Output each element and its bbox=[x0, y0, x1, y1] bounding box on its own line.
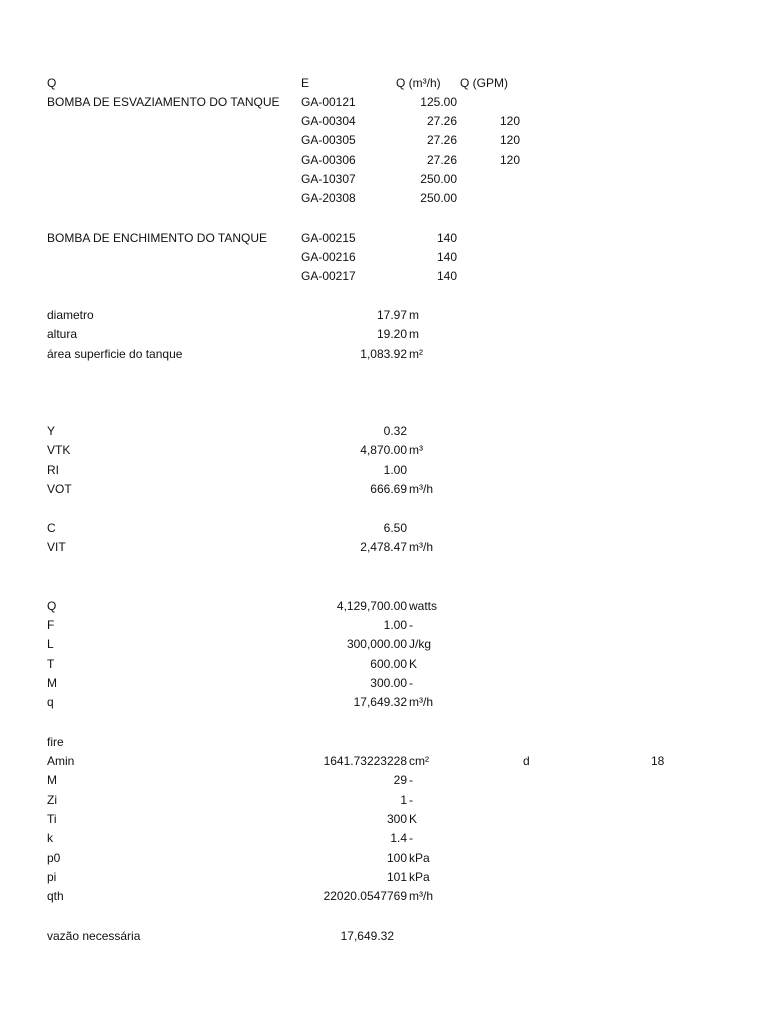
table-row bbox=[0, 441, 768, 460]
param-value[interactable]: 300.00 bbox=[370, 676, 407, 690]
table-row bbox=[0, 461, 768, 480]
required-flow-label[interactable]: vazão necessária bbox=[47, 929, 141, 943]
param-value[interactable]: 100 bbox=[386, 851, 407, 865]
param-value[interactable]: 300 bbox=[386, 812, 407, 826]
param-label[interactable]: F bbox=[47, 618, 55, 632]
pump-flow-m3h[interactable]: 27.26 bbox=[426, 133, 457, 147]
pump-tag[interactable]: GA-00305 bbox=[301, 133, 356, 147]
pump-tag[interactable]: GA-10307 bbox=[301, 172, 356, 186]
param-unit[interactable]: - bbox=[409, 618, 413, 632]
param-value[interactable]: 0.32 bbox=[383, 424, 407, 438]
table-row bbox=[0, 306, 768, 325]
param-value[interactable]: 19.20 bbox=[376, 327, 407, 341]
param-unit[interactable]: J/kg bbox=[409, 637, 432, 651]
table-row bbox=[0, 189, 768, 208]
param-unit[interactable]: m bbox=[409, 308, 419, 322]
param-label[interactable]: qth bbox=[47, 889, 64, 903]
header-q-m3h[interactable]: Q (m³/h) bbox=[396, 76, 441, 90]
param-label[interactable]: altura bbox=[47, 327, 78, 341]
param-unit[interactable]: watts bbox=[409, 599, 438, 613]
required-flow-value[interactable]: 17,649.32 bbox=[340, 929, 394, 943]
table-row bbox=[0, 693, 768, 712]
param-label[interactable]: C bbox=[47, 521, 56, 535]
param-label[interactable]: Y bbox=[47, 424, 56, 438]
pump-tag[interactable]: GA-00216 bbox=[301, 250, 356, 264]
param-label[interactable]: VTK bbox=[47, 443, 71, 457]
pump-tag[interactable]: GA-00217 bbox=[301, 269, 356, 283]
param-label[interactable]: T bbox=[47, 657, 55, 671]
param-unit[interactable]: m³/h bbox=[409, 889, 433, 903]
param-value[interactable]: 1,083.92 bbox=[360, 347, 407, 361]
param-value[interactable]: 300,000.00 bbox=[346, 637, 407, 651]
param-unit[interactable]: m bbox=[409, 327, 419, 341]
param-label[interactable]: diametro bbox=[47, 308, 94, 322]
param-label[interactable]: q bbox=[47, 695, 54, 709]
param-label[interactable]: Zi bbox=[47, 793, 57, 807]
header-row bbox=[0, 74, 768, 93]
param-label[interactable]: Amin bbox=[47, 754, 75, 768]
table-row bbox=[0, 733, 768, 752]
param-unit[interactable]: m³/h bbox=[409, 540, 433, 554]
table-row bbox=[0, 422, 768, 441]
pump-tag[interactable]: GA-00304 bbox=[301, 114, 356, 128]
param-value[interactable]: 101 bbox=[386, 870, 407, 884]
table-row bbox=[0, 655, 768, 674]
param-label[interactable]: k bbox=[47, 831, 53, 845]
table-row bbox=[0, 752, 768, 771]
table-row bbox=[0, 151, 768, 170]
table-row bbox=[0, 325, 768, 344]
table-row bbox=[0, 810, 768, 829]
table-row bbox=[0, 248, 768, 267]
table-row bbox=[0, 112, 768, 131]
table-row bbox=[0, 93, 768, 112]
pump-flow-m3h[interactable]: 140 bbox=[436, 250, 457, 264]
param-value[interactable]: 4,129,700.00 bbox=[336, 599, 407, 613]
param-value[interactable]: 600.00 bbox=[370, 657, 407, 671]
table-row bbox=[0, 674, 768, 693]
param-label[interactable]: M bbox=[47, 676, 57, 690]
param-unit[interactable]: - bbox=[409, 793, 413, 807]
param-label[interactable]: Ti bbox=[47, 812, 57, 826]
param-value[interactable]: 1.00 bbox=[383, 463, 407, 477]
header-e[interactable]: E bbox=[301, 76, 310, 90]
table-row bbox=[0, 635, 768, 654]
pump-tag[interactable]: GA-00215 bbox=[301, 231, 356, 245]
pump-flow-gpm[interactable]: 120 bbox=[499, 133, 520, 147]
param-label[interactable]: área superficie do tanque bbox=[47, 347, 183, 361]
param-label[interactable]: p0 bbox=[47, 851, 61, 865]
d-label[interactable]: d bbox=[523, 754, 530, 768]
header-q[interactable]: Q bbox=[47, 76, 57, 90]
pump-flow-m3h[interactable]: 27.26 bbox=[426, 153, 457, 167]
table-row bbox=[0, 829, 768, 848]
param-label[interactable]: pi bbox=[47, 870, 57, 884]
table-row bbox=[0, 927, 768, 946]
table-row bbox=[0, 771, 768, 790]
param-label[interactable]: Q bbox=[47, 599, 57, 613]
param-label[interactable]: L bbox=[47, 637, 54, 651]
table-row bbox=[0, 519, 768, 538]
pump-flow-gpm[interactable]: 120 bbox=[499, 114, 520, 128]
table-row bbox=[0, 791, 768, 810]
pump-tag[interactable]: GA-00121 bbox=[301, 95, 356, 109]
pump-flow-m3h[interactable]: 125.00 bbox=[420, 95, 457, 109]
table-row bbox=[0, 229, 768, 248]
d-value[interactable]: 18 bbox=[651, 754, 665, 768]
param-value[interactable]: 17,649.32 bbox=[353, 695, 407, 709]
param-unit[interactable]: m³/h bbox=[409, 695, 433, 709]
table-row bbox=[0, 131, 768, 150]
param-value[interactable]: 6.50 bbox=[383, 521, 407, 535]
header-q-gpm[interactable]: Q (GPM) bbox=[460, 76, 508, 90]
param-value[interactable]: 22020.0547769 bbox=[323, 889, 407, 903]
table-row bbox=[0, 538, 768, 557]
fire-label[interactable]: fire bbox=[47, 735, 64, 749]
param-value[interactable]: 2,478.47 bbox=[360, 540, 407, 554]
filling-pump-label[interactable]: BOMBA DE ENCHIMENTO DO TANQUE bbox=[47, 231, 268, 245]
table-row bbox=[0, 345, 768, 364]
table-row bbox=[0, 597, 768, 616]
param-label[interactable]: M bbox=[47, 773, 57, 787]
pump-tag[interactable]: GA-00306 bbox=[301, 153, 356, 167]
param-value[interactable]: 17.97 bbox=[376, 308, 407, 322]
table-row bbox=[0, 170, 768, 189]
pump-flow-m3h[interactable]: 27.26 bbox=[426, 114, 457, 128]
param-value[interactable]: 4,870.00 bbox=[360, 443, 407, 457]
pump-flow-gpm[interactable]: 120 bbox=[499, 153, 520, 167]
param-unit[interactable]: m³/h bbox=[409, 482, 433, 496]
param-unit[interactable]: - bbox=[409, 676, 413, 690]
param-value[interactable]: 29 bbox=[393, 773, 407, 787]
table-row bbox=[0, 267, 768, 286]
table-row bbox=[0, 887, 768, 906]
param-unit[interactable]: m³ bbox=[409, 443, 423, 457]
table-row bbox=[0, 849, 768, 868]
param-label[interactable]: VIT bbox=[47, 540, 66, 554]
param-unit[interactable]: - bbox=[409, 773, 413, 787]
table-row bbox=[0, 616, 768, 635]
emptying-pump-label[interactable]: BOMBA DE ESVAZIAMENTO DO TANQUE bbox=[47, 95, 280, 109]
table-row bbox=[0, 480, 768, 499]
param-value[interactable]: 1641.73223228 bbox=[323, 754, 407, 768]
table-row bbox=[0, 868, 768, 887]
param-value[interactable]: 1 bbox=[400, 793, 407, 807]
param-unit[interactable]: K bbox=[409, 812, 418, 826]
param-value[interactable]: 1.00 bbox=[383, 618, 407, 632]
param-unit[interactable]: m² bbox=[409, 347, 423, 361]
param-value[interactable]: 1.4 bbox=[390, 831, 407, 845]
param-unit[interactable]: - bbox=[409, 831, 413, 845]
pump-tag[interactable]: GA-20308 bbox=[301, 191, 356, 205]
pump-flow-m3h[interactable]: 140 bbox=[436, 231, 457, 245]
param-unit[interactable]: kPa bbox=[409, 851, 430, 865]
param-value[interactable]: 666.69 bbox=[370, 482, 407, 496]
pump-flow-m3h[interactable]: 140 bbox=[436, 269, 457, 283]
param-unit[interactable]: cm² bbox=[409, 754, 429, 768]
pump-flow-m3h[interactable]: 250.00 bbox=[420, 191, 457, 205]
param-unit[interactable]: kPa bbox=[409, 870, 430, 884]
pump-flow-m3h[interactable]: 250.00 bbox=[420, 172, 457, 186]
param-label[interactable]: RI bbox=[47, 463, 59, 477]
param-unit[interactable]: K bbox=[409, 657, 418, 671]
param-label[interactable]: VOT bbox=[47, 482, 72, 496]
